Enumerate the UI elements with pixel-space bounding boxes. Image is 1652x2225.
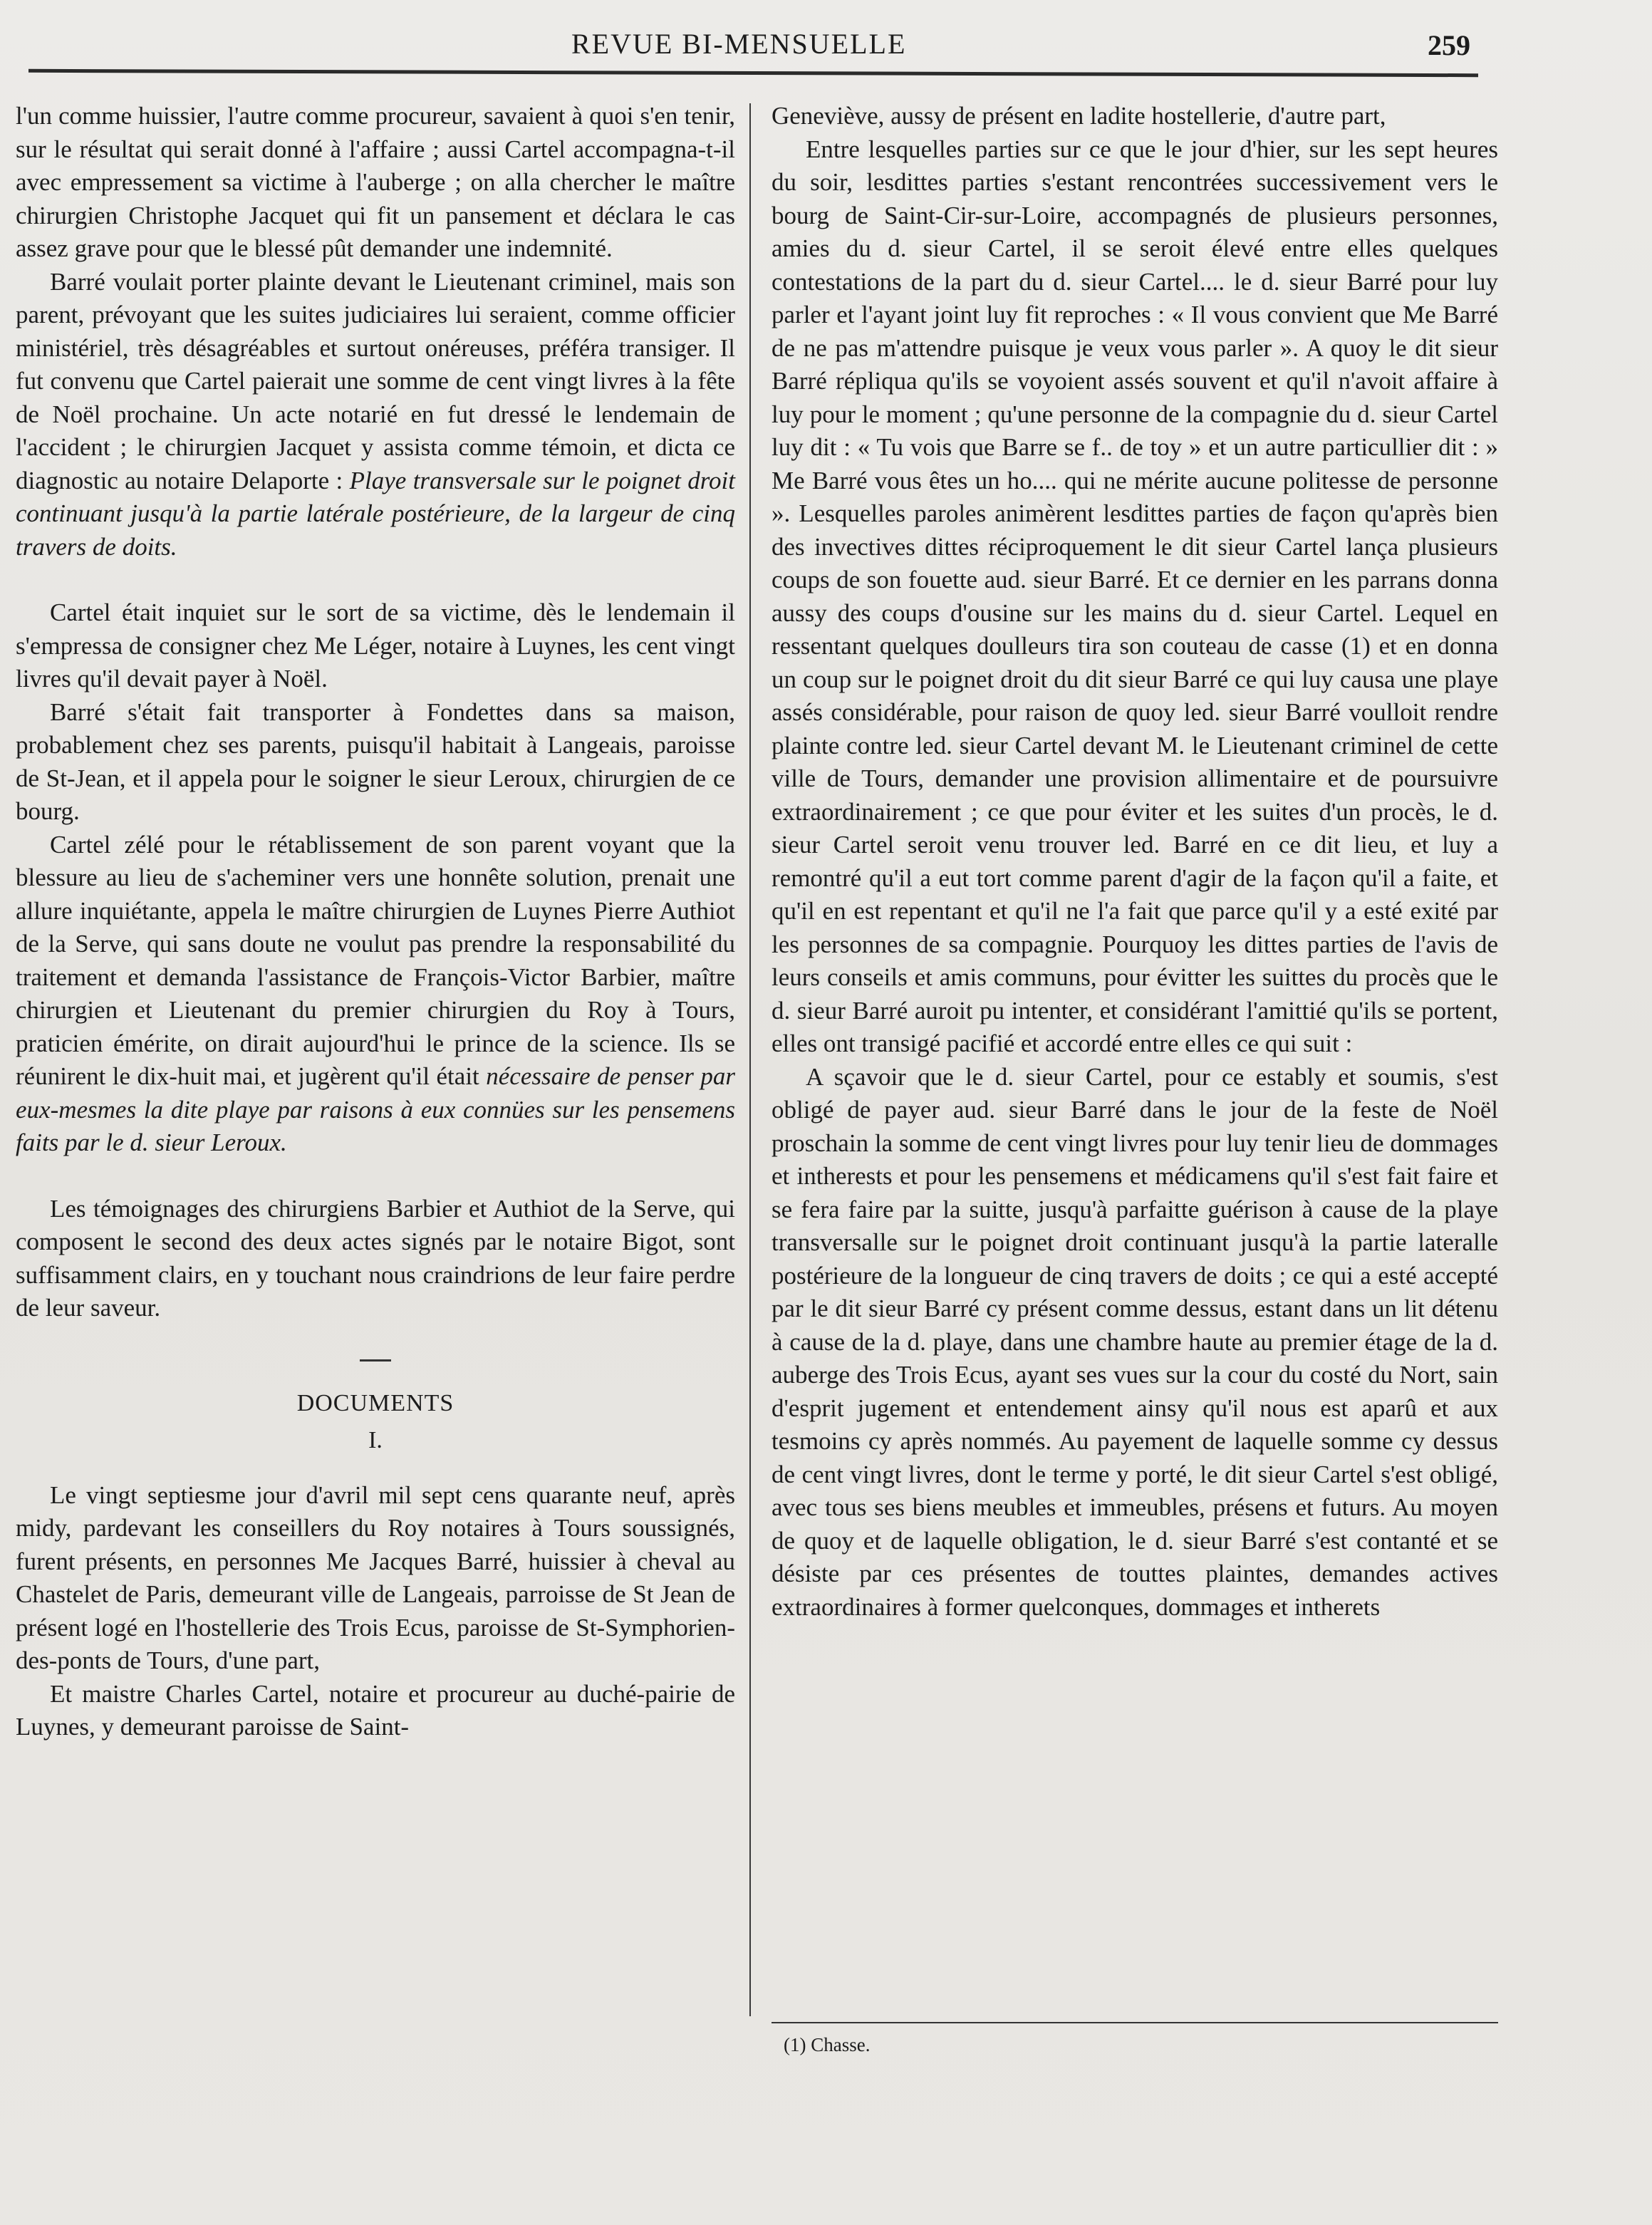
- paragraph: Les témoignages des chirurgiens Barbier et Authiot de la Serve, qui composent le second des deux actes signés par le notaire Bigot, sont suffisamment clairs, en y touchant nous craindrions de leur faire perdre de leur saveur.: [16, 1194, 735, 1322]
- column-divider: [749, 103, 751, 2016]
- paragraph: Entre lesquelles parties sur ce que le jour d'hier, sur les sept heures du soir, lesdittes parties s'estant rencontrées successivement vers le bourg de Saint-Cir-sur-Loire, accompagnés de plusieurs personnes, amies du d. sieur Cartel, il se seroit élevé entre elles quelques contestations de la part du d. sieur Cartel.... le d. sieur Barré pour luy parler et l'ayant joint luy fit reproches : « Il vous convient que Me Barré de ne pas m'attendre puisque je veux vous parler ». A quoy le dit sieur Barré répliqua qu'ils se voyoient assés souvent et qu'il n'avoit affaire à luy pour le moment ; qu'une personne de la compagnie du d. sieur Cartel luy dit : « Tu vois que Barre se f.. de toy » et un autre particullier dit : » Me Barré vous êtes un ho.... qui ne mérite aucune politesse de personne ». Lesquelles paroles animèrent lesdittes parties de façon qu'après bien des invectives dittes réciproquement le dit sieur Cartel lança plusieurs coups de son fouette aud. sieur Barré. Et ce dernier en les parrans donna aussy des coups d'ousine sur les mains du d. sieur Cartel. Lequel en ressentant quelques doulleurs tira son couteau de casse (1) et en donna un coup sur le poignet droit du dit sieur Barré ce qui luy causa une playe assés considérable, pour raison de quoy led. sieur Barré voulloit rendre plainte contre led. sieur Cartel devant M. le Lieutenant criminel de cette ville de Tours, demander une provision allimentaire et de poursuivre extraordinairement ; ce que pour éviter et les suites d'un procès, le d. sieur Cartel seroit venu trouver led. Barré en ce dit lieu, et luy a remontré qu'il a eut tort comme parent d'agir de la façon qu'il a faite, et qu'il en est repentant et qu'il ne l'a fait que parce qu'il y a esté exité par les personnes de sa compagnie. Pourquoy les dittes parties de l'avis de leurs conseils et amis communs, pour évitter les suittes du procès que le d. sieur Barré auroit pu intenter, et considérant l'amittié qu'ils se portent, elles ont transigé pacifié et accordé entre elles ce qui suit :: [772, 135, 1498, 1057]
- right-column: [772, 100, 1498, 1624]
- diagnosis-quote: Playe transversale sur le poignet droit continuant jusqu'à la partie latérale postérieure, de la largeur de cinq travers de doits.: [16, 466, 735, 561]
- paragraph: [16, 266, 735, 564]
- paragraph: A sçavoir que le d. sieur Cartel, pour ce estably et soumis, s'est obligé de payer aud. sieur Barré dans le jour de la feste de Noël proschain la somme de cent vingt livres pour luy tenir lieu de dommages et intherests et pour les pensemens et médicamens qu'il s'est fait faire et se fera faire par la suitte, jusqu'à parfaitte guérison à cause de la playe transversalle sur le poignet droit continuant jusqu'à la partie lateralle postérieure de la longueur de cinq travers de doits ; ce qui a esté accepté par le dit sieur Barré cy présent comme dessus, estant dans un lit détenu à cause de la d. playe, dans une chambre haute au premier étage de la d. auberge des Trois Ecus, ayant ses vues sur la cour du costé du Nort, sain d'esprit jugement et entendement ainsy qu'il nous est aparû et aux tesmoins cy après nommés. Au payement de laquelle somme cy dessus de cent vingt livres, dont le terme y porté, le dit sieur Cartel s'est obligé, avec tous ses biens meubles et immeubles, présens et futurs. Au moyen de quoy et de laquelle obligation, le d. sieur Barré s'est contanté et se désiste par ces présentes de touttes plaintes, demandes actives extraordinaires à former quelconques, dommages et intherets: [772, 1062, 1498, 1621]
- paragraph: [16, 829, 735, 1160]
- document-number: I.: [368, 1427, 383, 1453]
- page-number: 259: [1428, 29, 1470, 61]
- paragraph-text: Barré voulait porter plainte devant le Lieutenant criminel, mais son parent, prévoyant que les suites judiciaires lui seraient, comme officier ministériel, très désagréables et surtout onéreuses, préféra transiger. Il fut convenu que Cartel paierait une somme de cent vingt livres à la fête de Noël prochaine. Un acte notarié en fut dressé le lendemain de l'accident ; le chirurgien Jacquet y assista comme témoin, et dicta ce diagnostic au notaire Delaporte :: [16, 267, 735, 494]
- paragraph: l'un comme huissier, l'autre comme procureur, savaient à quoi s'en tenir, sur le résultat qui serait donné à l'affaire ; aussi Cartel accompagna-t-il avec empressement sa victime à l'auberge ; on alla chercher le maître chirurgien Christophe Jacquet qui fit un pansement et déclara le cas assez grave pour que le blessé pût demander une indemnité.: [16, 102, 735, 262]
- left-column: [16, 100, 735, 1744]
- header-rule: [28, 69, 1478, 77]
- surgeons-quote: nécessaire de penser par eux-mesmes la dite playe par raisons à eux connües sur les pensemens faits par le d. sieur Leroux.: [16, 1062, 736, 1156]
- paragraph: Le vingt septiesme jour d'avril mil sept cens quarante neuf, après midy, pardevant les conseillers du Roy notaires à Tours soussignés, furent présents, en personnes Me Jacques Barré, huissier à cheval au Chastelet de Paris, demeurant ville de Langeais, parroisse de St Jean de présent logé en l'hostellerie des Trois Ecus, paroisse de St-Symphorien-des-ponts de Tours, d'une part,: [16, 1480, 735, 1674]
- paragraph: Barré s'était fait transporter à Fondettes dans sa maison, probablement chez ses parents, puisqu'il habitait à Langeais, paroisse de St-Jean, et il appela pour le soigner le sieur Leroux, chirurgien de ce bourg.: [16, 697, 735, 825]
- documents-heading: DOCUMENTS: [296, 1389, 454, 1416]
- paragraph: Cartel était inquiet sur le sort de sa victime, dès le lendemain il s'empressa de consigner chez Me Léger, notaire à Luynes, les cent vingt livres qu'il devait payer à Noël.: [16, 598, 735, 693]
- separator-dash: [360, 1359, 391, 1362]
- footnote: (1) Chasse.: [784, 2034, 871, 2055]
- paragraph: Geneviève, aussy de présent en ladite hostellerie, d'autre part,: [772, 102, 1386, 130]
- running-head: [0, 27, 1652, 70]
- footnote-rule: [772, 2022, 1498, 2023]
- paragraph-text: Cartel zélé pour le rétablissement de son parent voyant que la blessure au lieu de s'acheminer vers une honnête solution, prenait une allure inquiétante, appela le maître chirurgien de Luynes Pierre Authiot de la Serve, qui sans doute ne voulut pas prendre la responsabilité du traitement et demanda l'assistance de François-Victor Barbier, maître chirurgien et Lieutenant du premier chirurgien du Roy à Tours, praticien émérite, on dirait aujourd'hui le prince de la science. Ils se réunirent le dix-huit mai, et jugèrent qu'il était: [16, 830, 735, 1090]
- paragraph: Et maistre Charles Cartel, notaire et procureur au duché-pairie de Luynes, y demeurant paroisse de Saint-: [16, 1679, 735, 1741]
- journal-title: REVUE BI-MENSUELLE: [571, 28, 907, 60]
